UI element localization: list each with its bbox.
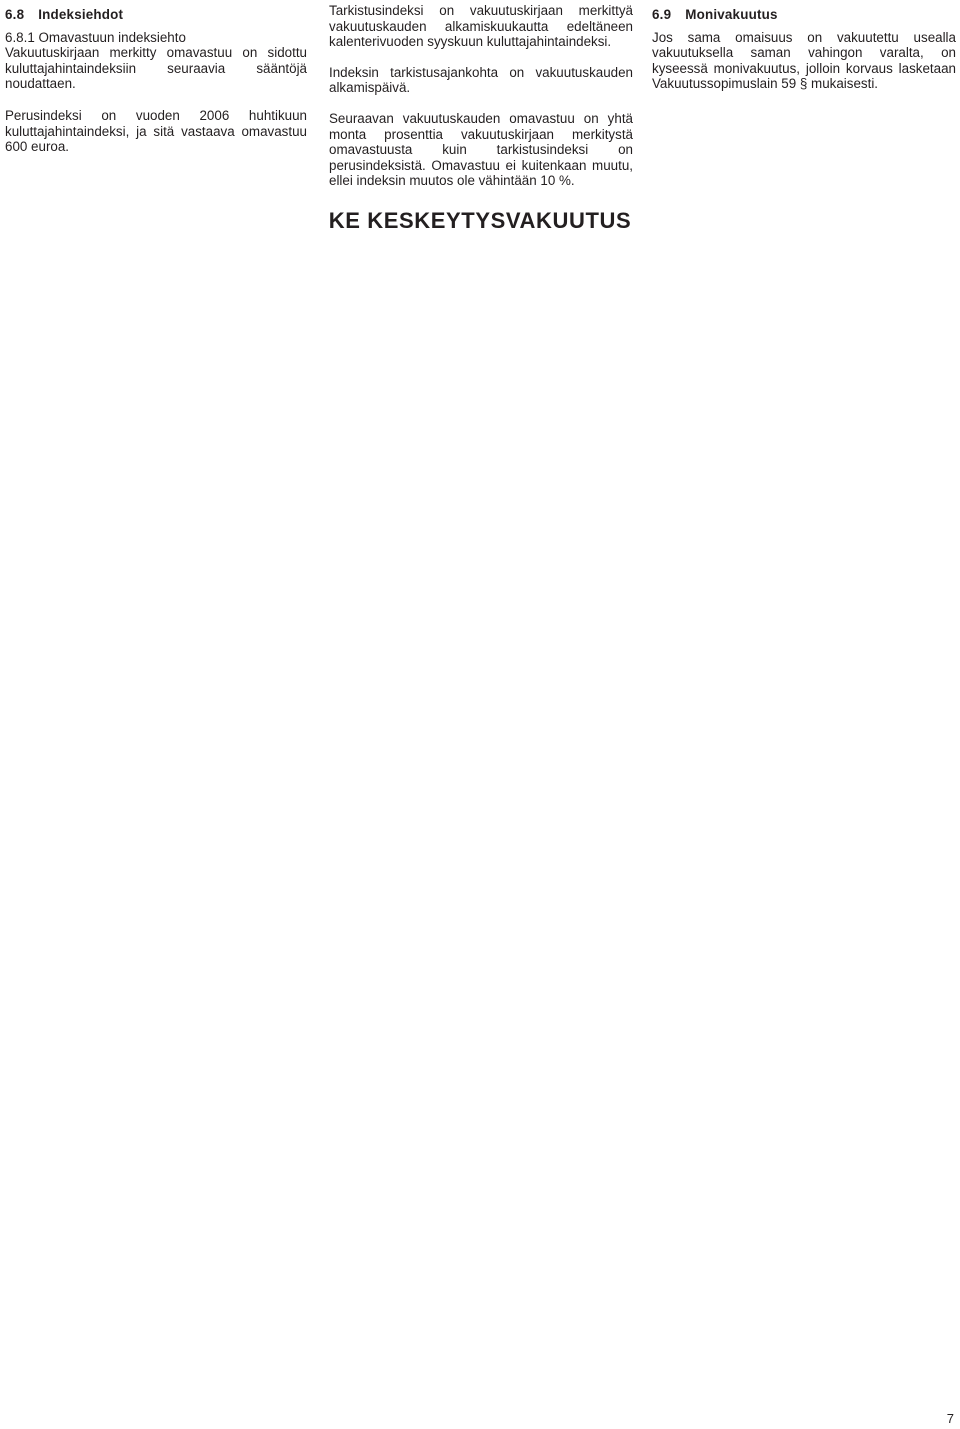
section-heading [5,7,307,23]
paragraph: Indeksin tarkistusajankohta on vakuutuskauden alkamispäivä. [329,64,633,96]
paragraph: Seuraavan vakuutuskauden omavastuu on yhtä monta prosenttia vakuutuskirjaan merkitystä omavastuusta kuin tarkistusindeksi on perusindeksistä. Omavastuu ei kuitenkaan muutu, ellei indeksin muutos ole vähintään 10 %. [329,110,633,189]
section-number: 6.8 [5,7,25,22]
paragraph: Tarkistusindeksi on vakuutuskirjaan merkittyä vakuutuskauden alkamiskuukautta edeltäneen kalenterivuoden syyskuun kuluttajahintaindeksi. [329,3,633,50]
subsection-heading: 6.8.1 Omavastuun indeksiehto [5,29,186,45]
section-title: Indeksiehdot [38,7,124,22]
left-column [5,0,307,155]
document-title: KE KESKEYTYSVAKUUTUS [328,208,632,233]
section-heading [652,7,956,23]
right-column [652,0,956,92]
section-number: 6.9 [652,7,672,22]
paragraph: Jos sama omaisuus on vakuutettu usealla vakuutuksella saman vahingon varalta, on kyseessä monivakuutus, jolloin korvaus lasketaan Vakuutussopimuslain 59 § mukaisesti. [652,29,956,92]
paragraph: Perusindeksi on vuoden 2006 huhtikuun kuluttajahintaindeksi, ja sitä vastaava omavastuu 600 euroa. [5,107,307,155]
middle-column [329,0,633,189]
section-title: Monivakuutus [685,7,778,22]
paragraph: Vakuutuskirjaan merkitty omavastuu on sidottu kuluttajahintaindeksiin seuraavia sääntöjä noudattaen. [5,45,307,92]
page-number: 7 [946,1411,954,1426]
